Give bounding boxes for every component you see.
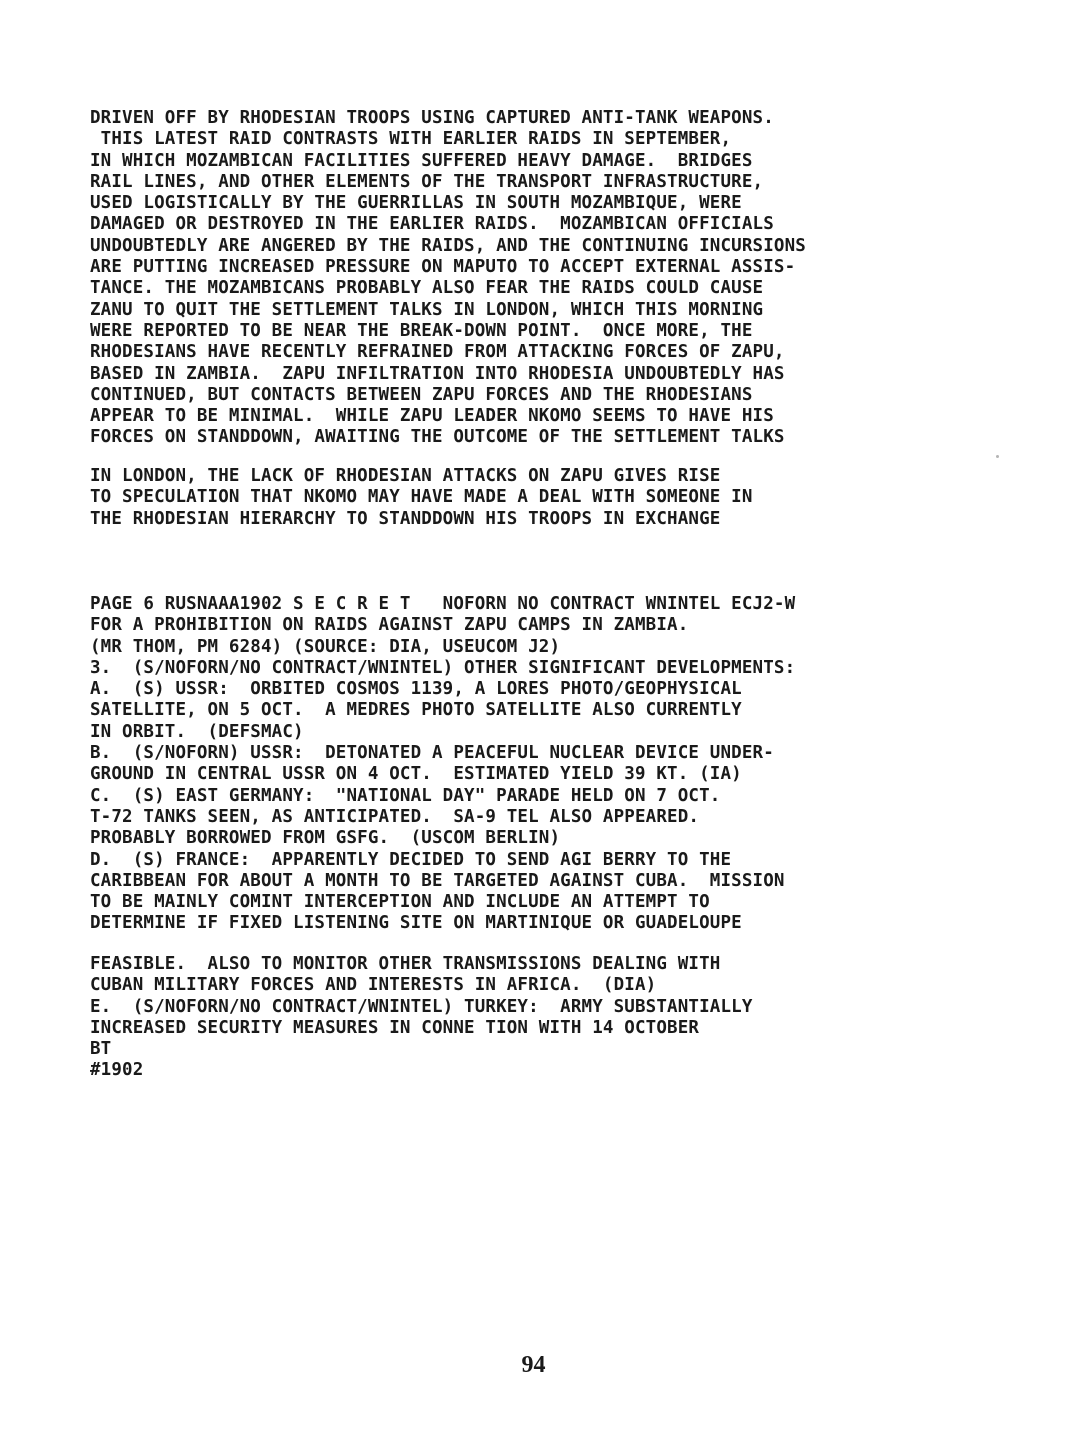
text-line: DETERMINE IF FIXED LISTENING SITE ON MARTINIQUE OR GUADELOUPE	[90, 913, 742, 934]
text-line: TANCE. THE MOZAMBICANS PROBABLY ALSO FEAR THE RAIDS COULD CAUSE	[90, 278, 764, 299]
text-line: BT	[90, 1039, 112, 1060]
text-line: FEASIBLE. ALSO TO MONITOR OTHER TRANSMISSIONS DEALING WITH	[90, 954, 721, 974]
text-line: T-72 TANKS SEEN, AS ANTICIPATED. SA-9 TEL ALSO APPEARED.	[90, 806, 700, 827]
text-block-zapu-speculation	[90, 466, 970, 530]
text-line: (MR THOM, PM 6284) (SOURCE: DIA, USEUCOM J2)	[90, 636, 561, 657]
text-line: 3. (S/NOFORN/NO CONTRACT/WNINTEL) OTHER SIGNIFICANT DEVELOPMENTS:	[90, 657, 796, 678]
text-line: A. (S) USSR: ORBITED COSMOS 1139, A LORES PHOTO/GEOPHYSICAL	[90, 679, 742, 700]
text-line: APPEAR TO BE MINIMAL. WHILE ZAPU LEADER NKOMO SEEMS TO HAVE HIS	[90, 406, 774, 427]
text-line: IN ORBIT. (DEFSMAC)	[90, 721, 304, 742]
text-line: FOR A PROHIBITION ON RAIDS AGAINST ZAPU CAMPS IN ZAMBIA.	[90, 615, 689, 636]
text-line: PAGE 6 RUSNAAA1902 S E C R E T NOFORN NO CONTRACT WNINTEL ECJ2-W	[90, 594, 796, 614]
text-line: FORCES ON STANDDOWN, AWAITING THE OUTCOME OF THE SETTLEMENT TALKS	[90, 427, 785, 448]
text-line: ZANU TO QUIT THE SETTLEMENT TALKS IN LONDON, WHICH THIS MORNING	[90, 299, 764, 320]
text-line: B. (S/NOFORN) USSR: DETONATED A PEACEFUL NUCLEAR DEVICE UNDER-	[90, 743, 774, 764]
text-line: CARIBBEAN FOR ABOUT A MONTH TO BE TARGETED AGAINST CUBA. MISSION	[90, 870, 785, 891]
text-line: DAMAGED OR DESTROYED IN THE EARLIER RAIDS. MOZAMBICAN OFFICIALS	[90, 214, 774, 235]
text-line: SATELLITE, ON 5 OCT. A MEDRES PHOTO SATELLITE ALSO CURRENTLY	[90, 700, 742, 721]
text-line: THE RHODESIAN HIERARCHY TO STANDDOWN HIS TROOPS IN EXCHANGE	[90, 508, 721, 529]
text-line: C. (S) EAST GERMANY: "NATIONAL DAY" PARADE HELD ON 7 OCT.	[90, 785, 721, 806]
text-block-rhodesia-raids	[90, 108, 970, 449]
text-line: RAIL LINES, AND OTHER ELEMENTS OF THE TRANSPORT INFRASTRUCTURE,	[90, 171, 764, 192]
text-line: GROUND IN CENTRAL USSR ON 4 OCT. ESTIMATED YIELD 39 KT. (IA)	[90, 764, 742, 785]
text-line: TO BE MAINLY COMINT INTERCEPTION AND INCLUDE AN ATTEMPT TO	[90, 892, 710, 913]
text-line: ARE PUTTING INCREASED PRESSURE ON MAPUTO TO ACCEPT EXTERNAL ASSIS-	[90, 257, 796, 278]
text-line: CUBAN MILITARY FORCES AND INTERESTS IN AFRICA. (DIA)	[90, 975, 657, 996]
text-line: RHODESIANS HAVE RECENTLY REFRAINED FROM ATTACKING FORCES OF ZAPU,	[90, 342, 785, 363]
text-block-closing	[90, 954, 970, 1082]
text-line: USED LOGISTICALLY BY THE GUERRILLAS IN SOUTH MOZAMBIQUE, WERE	[90, 193, 742, 214]
text-line: IN WHICH MOZAMBICAN FACILITIES SUFFERED HEAVY DAMAGE. BRIDGES	[90, 150, 753, 171]
text-line: DRIVEN OFF BY RHODESIAN TROOPS USING CAPTURED ANTI-TANK WEAPONS.	[90, 108, 774, 128]
scan-speck	[996, 455, 999, 458]
text-line: TO SPECULATION THAT NKOMO MAY HAVE MADE A DEAL WITH SOMEONE IN	[90, 487, 753, 508]
page-number: 94	[521, 1352, 546, 1378]
text-line: INCREASED SECURITY MEASURES IN CONNE TION WITH 14 OCTOBER	[90, 1017, 700, 1038]
text-line: THIS LATEST RAID CONTRASTS WITH EARLIER RAIDS IN SEPTEMBER,	[90, 129, 732, 150]
text-block-page-6-developments	[90, 594, 970, 935]
text-line: BASED IN ZAMBIA. ZAPU INFILTRATION INTO RHODESIA UNDOUBTEDLY HAS	[90, 363, 785, 384]
text-line: E. (S/NOFORN/NO CONTRACT/WNINTEL) TURKEY: ARMY SUBSTANTIALLY	[90, 996, 753, 1017]
text-line: #1902	[90, 1060, 144, 1081]
text-line: IN LONDON, THE LACK OF RHODESIAN ATTACKS ON ZAPU GIVES RISE	[90, 466, 721, 486]
text-line: D. (S) FRANCE: APPARENTLY DECIDED TO SEND AGI BERRY TO THE	[90, 849, 732, 870]
text-line: CONTINUED, BUT CONTACTS BETWEEN ZAPU FORCES AND THE RHODESIANS	[90, 384, 753, 405]
text-line: UNDOUBTEDLY ARE ANGERED BY THE RAIDS, AND THE CONTINUING INCURSIONS	[90, 235, 806, 256]
text-line: PROBABLY BORROWED FROM GSFG. (USCOM BERLIN)	[90, 828, 561, 849]
text-line: WERE REPORTED TO BE NEAR THE BREAK-DOWN POINT. ONCE MORE, THE	[90, 320, 753, 341]
